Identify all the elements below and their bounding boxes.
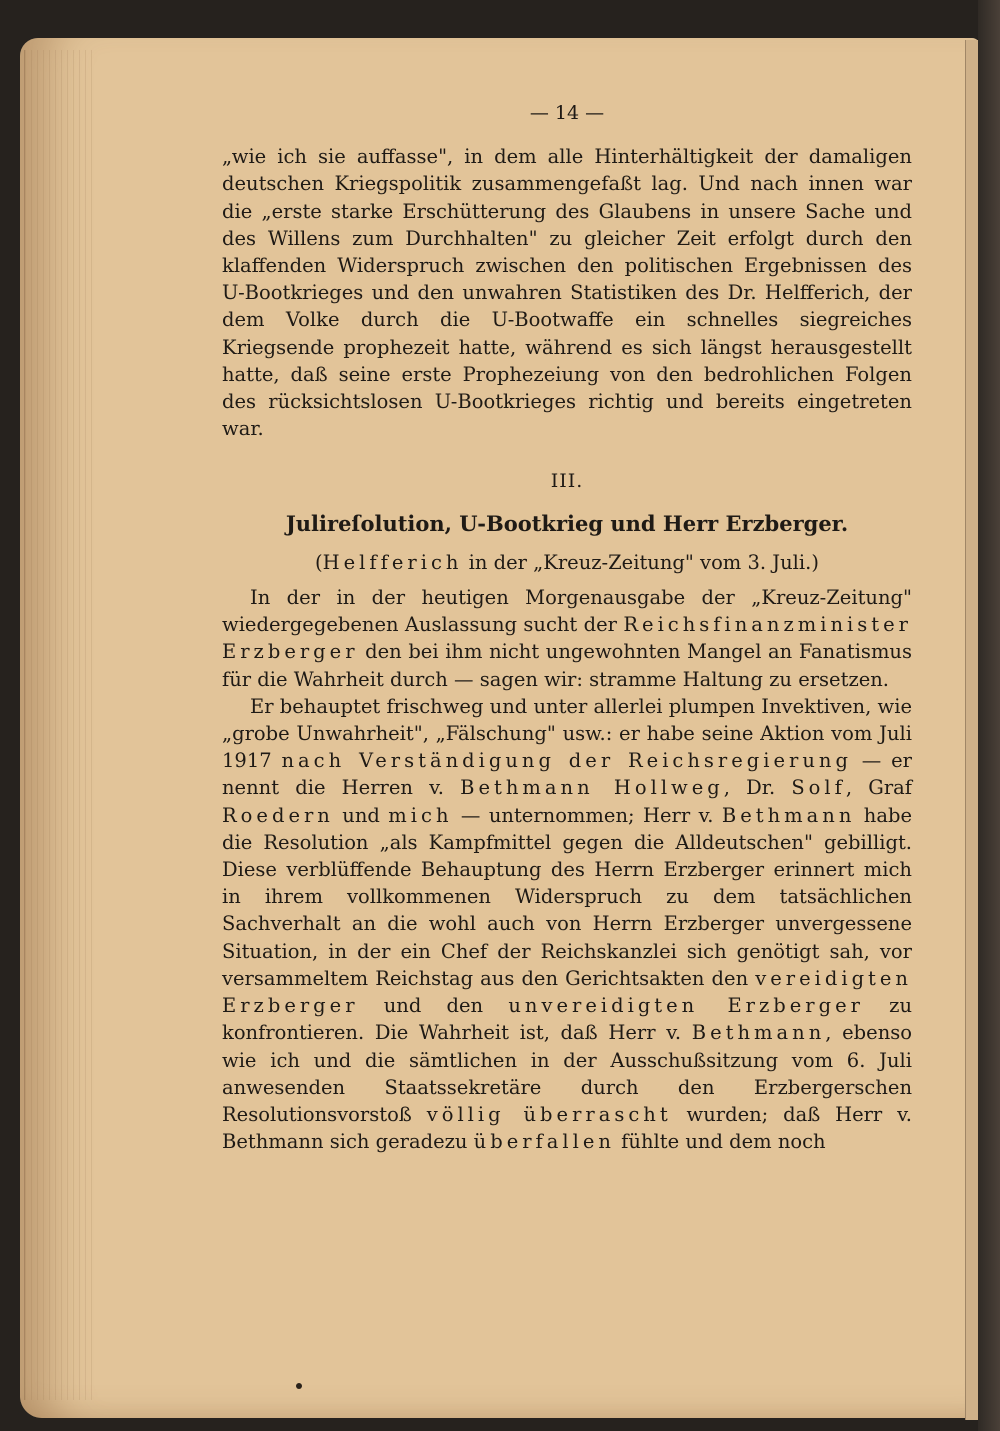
section-number: III.: [550, 470, 584, 493]
paragraph-1: „wie ich sie auffasse", in dem alle Hinterhältigkeit der damaligen deutschen Kriegspolitik zusammengefaßt lag. Und nach innen war die „erste starke Erschütterung des Glaubens in unsere Sache und des Willens zum Durchhalten" zu gleicher Zeit erfolgt durch den klaffenden Widerspruch zwischen den politischen Ergebnissen des U-Bootkrieges und den unwahren Statistiken des Dr. Helfferich, der dem Volke durch die U-Bootwaffe ein schnelles siegreiches Kriegsende prophezeit hatte, während es sich längst herausgestellt hatte, daß seine erste Prophezeiung von den bedrohlichen Folgen des rücksichtslosen U-Bootkrieges richtig und bereits eingetreten war.: [222, 145, 912, 441]
page-text: [222, 100, 912, 1155]
spaced-text: Reichsfinanzminister Erzberger: [222, 613, 912, 664]
paragraph-2: In der in der heutigen Morgenausgabe der „Kreuz-Zeitung" wiedergegebenen Auslassung sucht der Reichsfinanzminister Erzberger den bei ihm nicht ungewohnten Mangel an Fanatismus für die Wahrheit durch — sagen wir: stramme Haltung zu ersetzen.: [222, 586, 912, 691]
binding-shadow: [978, 0, 1000, 1431]
spaced-name: Helfferich: [322, 550, 463, 574]
page-edges: [24, 50, 95, 1400]
page-number: — 14 —: [529, 102, 605, 124]
section-subheading: (Helfferich in der „Kreuz-Zeitung" vom 3. Juli.): [315, 550, 819, 574]
section-heading: Julireſolution, U-Bootkrieg und Herr Erzberger.: [285, 510, 849, 536]
ink-speck: [296, 1383, 302, 1389]
paragraph-3: Er behauptet frischweg und unter allerlei plumpen Invektiven, wie „grobe Unwahrheit", „Fälschung" usw.: er habe seine Aktion vom Juli 1917 nach Verständigung der Reichsregierung — er nennt die Herren v. Bethmann Hollweg, Dr. Solf, Graf Roedern und mich — unternommen; Herr v. Bethmann habe die Resolution „als Kampfmittel gegen die Alldeutschen" gebilligt. Diese verblüffende Behauptung des Herrn Erzberger erinnert mich in ihrem vollkommenen Widerspruch zu dem tatsächlichen Sachverhalt an die wohl auch von Herrn Erzberger unvergessene Situation, in der ein Chef der Reichskanzlei sich genötigt sah, vor versammeltem Reichstag aus den Gerichtsakten den vereidigten Erzberger und den unvereidigten Erzberger zu konfrontieren. Die Wahrheit ist, daß Herr v. Bethmann, ebenso wie ich und die sämtlichen in der Ausschußsitzung vom 6. Juli anwesenden Staatssekretäre durch den Erzbergerschen Resolutionsvorstoß völlig überrascht wurden; daß Herr v. Bethmann sich geradezu überfallen fühlte und dem noch: [222, 694, 913, 1154]
